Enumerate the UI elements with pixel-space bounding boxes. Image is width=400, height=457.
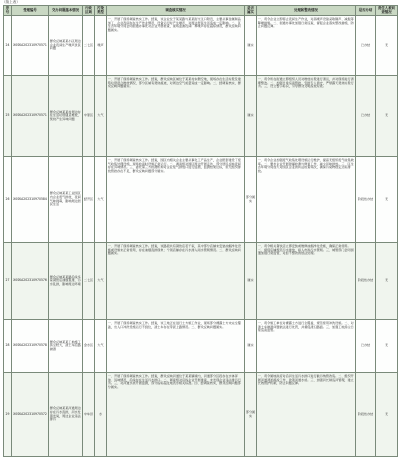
row-index: 25 bbox=[4, 76, 12, 157]
row-district: 二七区 bbox=[83, 243, 95, 320]
row-investigation: 一、开展了现场调查核实工作。经查，群众反映区域位于某某村东侧空地，现场存在生活垃圾及建筑垃圾混合堆放情况，部分区域有焚烧痕迹，对周边空气质量造成一定影响。二、经调查核实，群众反映问题属实。 bbox=[107, 76, 245, 157]
row-accountability: 无 bbox=[376, 320, 398, 373]
row-handling: 一、责令企业立即停止夜间生产作业，对高噪声设备采取隔声、减振等降噪措施。二、街道办事处加强日常巡查，督促企业落实整改措施，防止问题反弹。 bbox=[257, 16, 356, 76]
row-basic: 群众反映某某路沿线多家餐饮店油烟直排，污水乱排，影响周边环境 bbox=[49, 243, 83, 320]
row-handling: 一、责令属地政府对沿河生活污水排口进行截污纳管改造。二、组织开展河道清淤疏浚工作，改善河道水质。三、加强河长制巡河管理，建立长效管护机制，防止问题反弹。 bbox=[257, 373, 356, 457]
row-investigation: 一、开展了现场调查核实工作。经查，群众反映河道位于某某镇境内，河道部分区段存在水体浑浊、异味情况，沿线存在生活污水排口。二、调查组对沿线企业开展排查，未发现企业违法排污行为。三、对河道水质开展监测，部分指标超过地表水相关标准。四、经调查核实，群众反映问题部分属实。 bbox=[107, 373, 245, 457]
row-truth: 属实 bbox=[245, 320, 257, 373]
row-investigation: 一、开展了现场调查核实工作。经查，该路段共有餐饮店若干家，其中部分店铺未安装油烟净化设施或设施未正常使用，存在油烟直排现象；个别店铺存在污水排入雨水管网情况。二、群众反映问题属实。 bbox=[107, 243, 245, 320]
row-investigation: 一、开展了现场调查核实工作。经查，该工地正在进行土方施工作业，现场部分裸露土方未完全覆盖，出入口冲洗设施运行不到位，渣土车存在带泥上路情况。二、群众反映问题属实。 bbox=[107, 320, 245, 373]
row-truth: 属实 bbox=[245, 76, 257, 157]
row-type: 大气 bbox=[95, 76, 107, 157]
header-handling: 处理和整改情况 bbox=[257, 6, 356, 16]
row-investigation: 一、开展了现场调查核实工作。经查，该企业位于某某路与某某街交叉口附近，主要从事金属制品加工，企业夜间存在生产作业情况，设备运行时产生噪声，对周边居民生活造成一定影响。二、区生态环境分局会同街道办事处对企业开展检查，现场监测夜间厂界噪声存在超标情况，群众反映问题属实。 bbox=[107, 16, 245, 76]
row-basic: 群众反映某某村周边存在生活垃圾随意堆放，焚烧产生异味问题 bbox=[49, 76, 83, 157]
row-code: X0SKA202310970578 bbox=[12, 320, 49, 373]
header-investigation: 调查核实情况 bbox=[107, 6, 245, 16]
row-type: 噪声 bbox=[95, 16, 107, 76]
row-accountability: 无 bbox=[376, 373, 398, 457]
header-type: 污染类型 bbox=[95, 6, 107, 16]
row-district: 经开区 bbox=[83, 157, 95, 243]
continuation-note: （续上表） bbox=[2, 0, 20, 4]
table-row bbox=[4, 243, 398, 320]
row-code: X0SKA202310970571 bbox=[12, 16, 49, 76]
row-code: X0SKA202310970572 bbox=[12, 373, 49, 457]
header-closed: 是否办结 bbox=[356, 6, 376, 16]
row-closed: 阶段性办结 bbox=[356, 373, 376, 457]
row-basic: 群众反映某某河道周边存在污水直排，河水发黑发臭，周边企业违法排污 bbox=[49, 373, 83, 457]
row-basic: 群众反映某某工业园区内企业废气排放，夜间气味刺鼻，影响周边居民生活 bbox=[49, 157, 83, 243]
row-accountability: 无 bbox=[376, 76, 398, 157]
row-index: 27 bbox=[4, 243, 12, 320]
row-basic: 群众反映某某工地施工扬尘较大，渣土车沿路抛洒 bbox=[49, 320, 83, 373]
table-row bbox=[4, 373, 398, 457]
row-code: X0SKA202310970571 bbox=[12, 76, 49, 157]
row-code: X0SKA202310970576 bbox=[12, 243, 49, 320]
row-district: 中牟县 bbox=[83, 373, 95, 457]
table-row bbox=[4, 16, 398, 76]
row-closed: 阶段性办结 bbox=[356, 243, 376, 320]
row-accountability: 无 bbox=[376, 157, 398, 243]
header-basic: 交办问题基本情况 bbox=[49, 6, 83, 16]
row-index: 24 bbox=[4, 16, 12, 76]
table-header-row bbox=[4, 6, 398, 16]
row-truth: 属实 bbox=[245, 16, 257, 76]
header-truth: 是否属实 bbox=[245, 6, 257, 16]
row-closed: 已办结 bbox=[356, 16, 376, 76]
header-accountability: 责任人被问责情况 bbox=[376, 6, 398, 16]
row-type: 水 bbox=[95, 373, 107, 457]
table-row bbox=[4, 157, 398, 243]
row-closed: 已办结 bbox=[356, 320, 376, 373]
row-code: X0SKA202310970584 bbox=[12, 157, 49, 243]
row-handling: 一、责令企业加强废气收集处理设施运行维护，提高无组织废气收集效率。二、要求企业开展泄漏检测与修复工作，减少异味排放。三、区生态环境分局加大对园区企业的执法检查频次，确保污染物稳定达标排放。 bbox=[257, 157, 356, 243]
table-row bbox=[4, 76, 398, 157]
row-handling: 一、责令所在街道立即组织人员对堆放垃圾进行清运，并对现场进行清理整治。二、加强日常巡查管控，安排专人值守，严禁露天焚烧垃圾行为。三、设立警示标识，引导群众文明投放垃圾。 bbox=[257, 76, 356, 157]
row-district: 中原区 bbox=[83, 76, 95, 157]
row-truth: 部分属实 bbox=[245, 373, 257, 457]
row-index: 29 bbox=[4, 373, 12, 457]
row-type: 大气 bbox=[95, 243, 107, 320]
row-handling: 一、责令施工单位对裸露土方进行全覆盖，规范使用冲洗设施。二、对渣土车抛洒问题依法进行处罚，并督促清扫路面。三、加强工地扬尘日常巡查监管。 bbox=[257, 320, 356, 373]
row-accountability: 无 bbox=[376, 16, 398, 76]
row-basic: 群众反映某某小区周边企业夜间生产噪声扰民问题 bbox=[49, 16, 83, 76]
row-closed: 已办结 bbox=[356, 76, 376, 157]
row-type: 大气 bbox=[95, 320, 107, 373]
header-district: 行政区域 bbox=[83, 6, 95, 16]
row-truth: 部分属实 bbox=[245, 157, 257, 243]
petition-table bbox=[3, 5, 398, 457]
row-handling: 一、责令相关餐饮店立即安装或维修油烟净化设施，确保正常使用。二、督促店铺规范污水排放，接入市政污水管网。三、城管部门会同街道加强日常监管，对拒不整改的依法处理。 bbox=[257, 243, 356, 320]
row-district: 金水区 bbox=[83, 320, 95, 373]
row-type: 大气 bbox=[95, 157, 107, 243]
header-index: 序号 bbox=[4, 6, 12, 16]
header-code: 受理编号 bbox=[12, 6, 49, 16]
row-index: 26 bbox=[4, 157, 12, 243]
row-district: 二七区 bbox=[83, 16, 95, 76]
table-row bbox=[4, 320, 398, 373]
row-truth: 属实 bbox=[245, 243, 257, 320]
row-index: 28 bbox=[4, 320, 12, 373]
row-investigation: 一、开展了现场调查核实工作。经查，园区内相关企业主要从事化工产品生产，企业配套建设了废气收集处理设施，现场检查时设施正常运行。二、调查组对园区周边开展走访，部分居民反映夜间存在异味情况。三、委托第三方检测机构对企业废气排放口进行监测，监测结果达标，但无组织排放管控存在不足，群众反映问题部分属实。 bbox=[107, 157, 245, 243]
row-accountability: 无 bbox=[376, 243, 398, 320]
row-closed: 阶段性办结 bbox=[356, 157, 376, 243]
